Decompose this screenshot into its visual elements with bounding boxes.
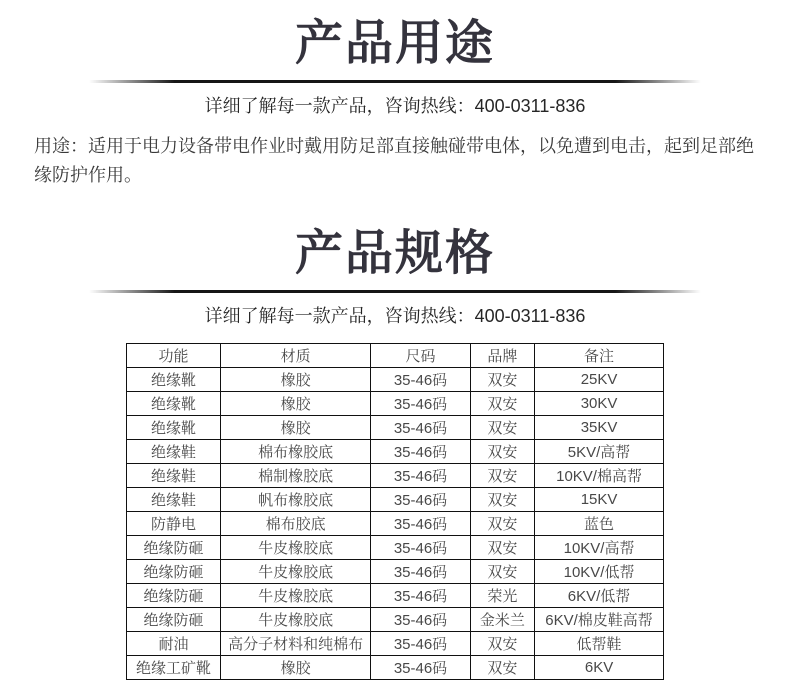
table-cell: 高分子材料和纯棉布 (220, 632, 370, 656)
table-cell: 低帮鞋 (535, 632, 664, 656)
table-header-cell: 品牌 (470, 344, 534, 368)
table-cell: 35-46码 (371, 392, 470, 416)
table-row (127, 608, 664, 632)
table-cell: 橡胶 (220, 656, 370, 680)
table-row (127, 464, 664, 488)
table-cell: 绝缘鞋 (127, 464, 221, 488)
table-cell: 橡胶 (220, 416, 370, 440)
table-cell: 绝缘防砸 (127, 584, 221, 608)
table-cell: 帆布橡胶底 (220, 488, 370, 512)
section-product-usage (0, 16, 790, 190)
hotline-text: 详细了解每一款产品，咨询热线：400-0311-836 (204, 306, 586, 326)
table-cell: 牛皮橡胶底 (220, 536, 370, 560)
table-cell: 橡胶 (220, 368, 370, 392)
table-cell: 25KV (535, 368, 664, 392)
table-cell: 30KV (535, 392, 664, 416)
table-cell: 双安 (470, 440, 534, 464)
table-cell: 35-46码 (371, 464, 470, 488)
table-cell: 35-46码 (371, 368, 470, 392)
table-cell: 荣光 (470, 584, 534, 608)
table-cell: 绝缘鞋 (127, 488, 221, 512)
table-cell: 牛皮橡胶底 (220, 560, 370, 584)
table-cell: 35-46码 (371, 560, 470, 584)
table-cell: 棉布胶底 (220, 512, 370, 536)
section-product-specs (0, 226, 790, 680)
table-cell: 棉布橡胶底 (220, 440, 370, 464)
table-row (127, 512, 664, 536)
table-cell: 双安 (470, 560, 534, 584)
table-cell: 双安 (470, 632, 534, 656)
table-cell: 6KV/棉皮鞋高帮 (535, 608, 664, 632)
table-cell: 35-46码 (371, 440, 470, 464)
table-cell: 双安 (470, 392, 534, 416)
table-row (127, 560, 664, 584)
table-header-cell: 备注 (535, 344, 664, 368)
table-cell: 双安 (470, 416, 534, 440)
table-cell: 双安 (470, 536, 534, 560)
table-cell: 棉制橡胶底 (220, 464, 370, 488)
table-row (127, 536, 664, 560)
table-cell: 35-46码 (371, 584, 470, 608)
table-cell: 35-46码 (371, 536, 470, 560)
table-row (127, 488, 664, 512)
table-cell: 橡胶 (220, 392, 370, 416)
section-title-specs: 产品规格 (294, 227, 495, 280)
table-cell: 绝缘防砸 (127, 536, 221, 560)
table-cell: 耐油 (127, 632, 221, 656)
table-cell: 5KV/高帮 (535, 440, 664, 464)
table-cell: 绝缘鞋 (127, 440, 221, 464)
table-header-cell: 材质 (220, 344, 370, 368)
table-cell: 10KV/低帮 (535, 560, 664, 584)
usage-paragraph: 用途：适用于电力设备带电作业时戴用防足部直接触碰带电体，以免遭到电击，起到足部绝缘防护作用。 (34, 136, 754, 185)
table-row (127, 584, 664, 608)
table-cell: 35-46码 (371, 656, 470, 680)
table-row (127, 392, 664, 416)
table-cell: 35-46码 (371, 632, 470, 656)
table-cell: 绝缘靴 (127, 368, 221, 392)
table-cell: 金米兰 (470, 608, 534, 632)
table-cell: 10KV/高帮 (535, 536, 664, 560)
table-header-row (127, 344, 664, 368)
table-cell: 35-46码 (371, 512, 470, 536)
table-cell: 牛皮橡胶底 (220, 608, 370, 632)
table-header-cell: 尺码 (371, 344, 470, 368)
table-cell: 牛皮橡胶底 (220, 584, 370, 608)
table-cell: 35-46码 (371, 608, 470, 632)
section-title-usage: 产品用途 (294, 17, 495, 70)
table-cell: 35-46码 (371, 416, 470, 440)
table-cell: 双安 (470, 512, 534, 536)
spec-table-body (127, 368, 664, 680)
table-cell: 6KV/低帮 (535, 584, 664, 608)
table-cell: 6KV (535, 656, 664, 680)
table-cell: 15KV (535, 488, 664, 512)
table-cell: 绝缘防砸 (127, 608, 221, 632)
table-row (127, 656, 664, 680)
table-cell: 10KV/棉高帮 (535, 464, 664, 488)
hotline-text: 详细了解每一款产品，咨询热线：400-0311-836 (204, 96, 586, 116)
table-cell: 绝缘工矿靴 (127, 656, 221, 680)
table-cell: 双安 (470, 368, 534, 392)
section-divider (89, 80, 701, 83)
table-cell: 绝缘防砸 (127, 560, 221, 584)
table-cell: 双安 (470, 488, 534, 512)
table-cell: 35KV (535, 416, 664, 440)
table-cell: 绝缘靴 (127, 416, 221, 440)
table-cell: 蓝色 (535, 512, 664, 536)
table-row (127, 440, 664, 464)
table-cell: 防静电 (127, 512, 221, 536)
spec-table (126, 343, 664, 680)
table-cell: 双安 (470, 464, 534, 488)
table-cell: 35-46码 (371, 488, 470, 512)
table-cell: 双安 (470, 656, 534, 680)
table-row (127, 632, 664, 656)
table-header-cell: 功能 (127, 344, 221, 368)
table-row (127, 416, 664, 440)
section-divider (89, 290, 701, 293)
table-row (127, 368, 664, 392)
table-cell: 绝缘靴 (127, 392, 221, 416)
